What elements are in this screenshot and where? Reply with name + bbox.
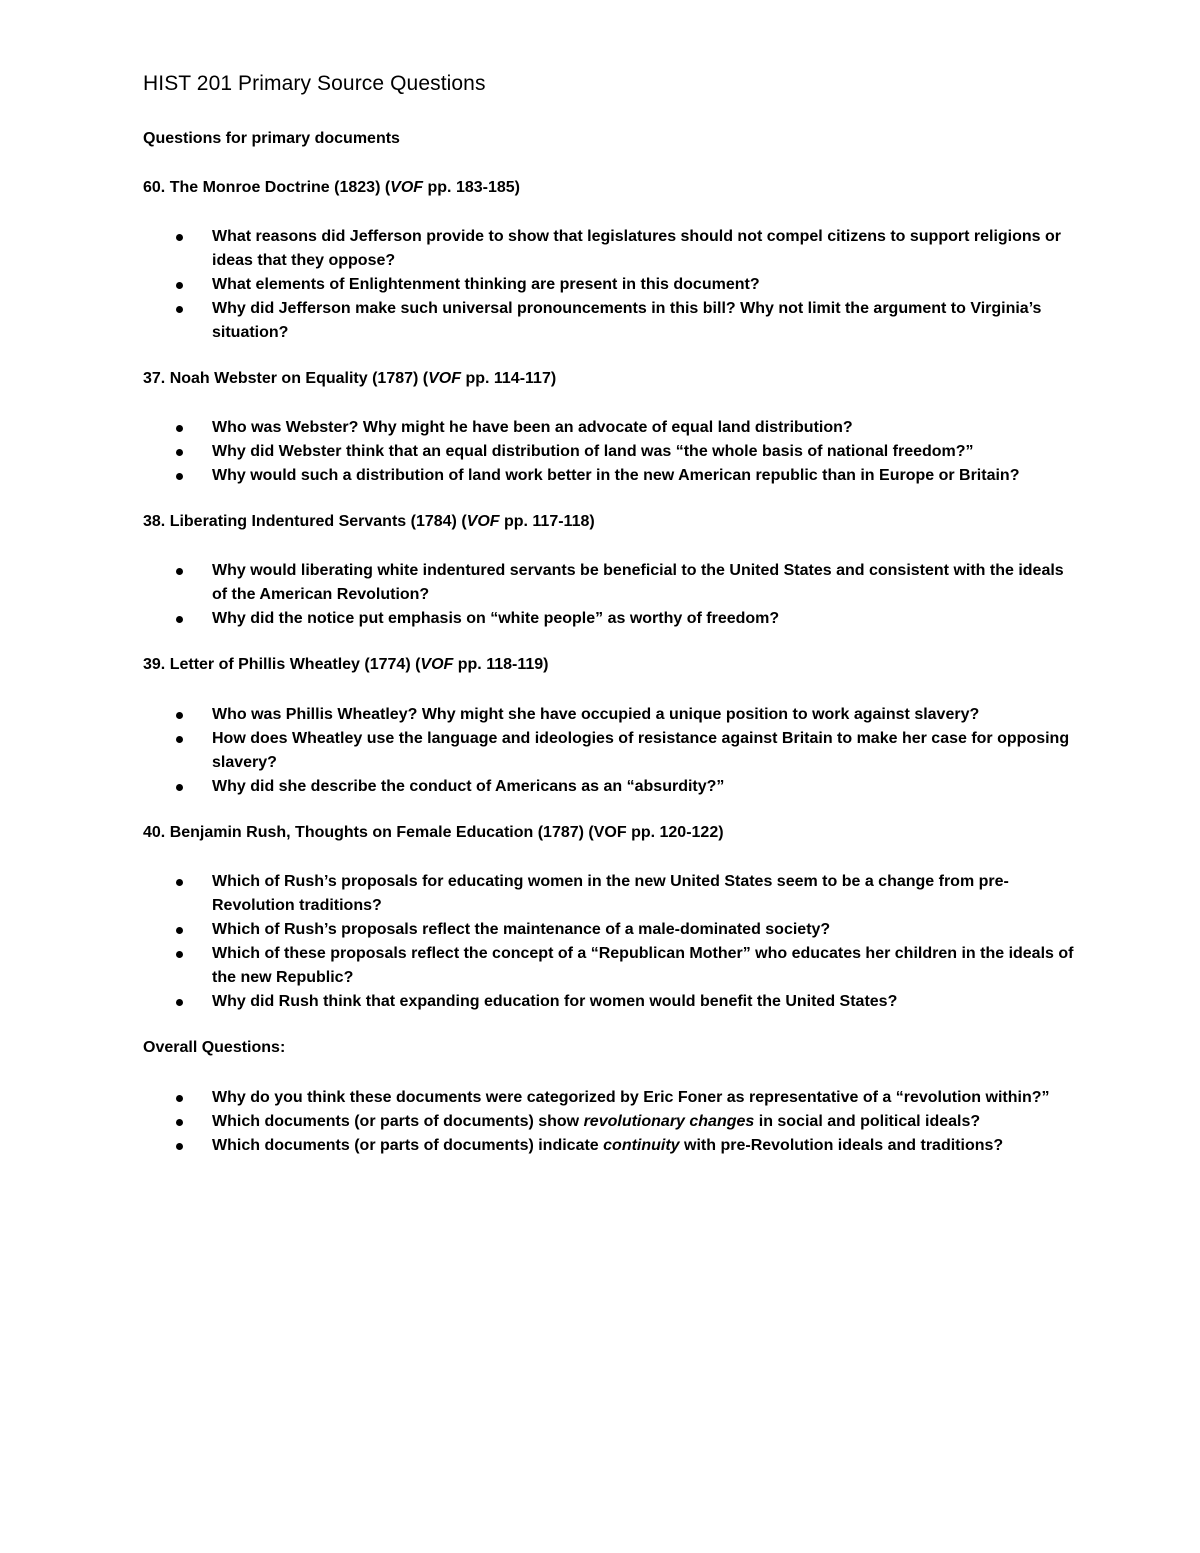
- question-text: Who was Phillis Wheatley? Why might she have occupied a unique position to work against slavery?: [212, 706, 980, 723]
- question-text: Why did she describe the conduct of Americans as an “absurdity?”: [212, 778, 725, 795]
- section-heading-italic: VOF: [466, 513, 500, 530]
- overall-questions-heading: Overall Questions:: [143, 1039, 286, 1056]
- bullet-icon: [176, 616, 183, 623]
- question-list-39: [143, 703, 1083, 799]
- question-text: What elements of Enlightenment thinking are present in this document?: [212, 276, 760, 293]
- bullet-icon: [176, 449, 183, 456]
- question-item: [143, 440, 1083, 464]
- question-item: [143, 416, 1083, 440]
- question-text: Why did the notice put emphasis on “white people” as worthy of freedom?: [212, 610, 780, 627]
- question-text: Why did Rush think that expanding education for women would benefit the United States?: [212, 993, 898, 1010]
- question-item: [143, 870, 1083, 918]
- question-item: [143, 1134, 1083, 1158]
- section-heading-pages: pp. 118-119): [453, 656, 549, 673]
- bullet-icon: [176, 784, 183, 791]
- question-text: Who was Webster? Why might he have been an advocate of equal land distribution?: [212, 419, 853, 436]
- section-heading-text: 39. Letter of Phillis Wheatley (1774) (: [143, 656, 421, 673]
- section-heading-40: [143, 824, 724, 842]
- question-item: [143, 775, 1083, 799]
- question-text: Why do you think these documents were categorized by Eric Foner as representative of a “revolution within?”: [212, 1089, 1050, 1106]
- bullet-icon: [176, 927, 183, 934]
- bullet-icon: [176, 879, 183, 886]
- document-subtitle: Questions for primary documents: [143, 130, 400, 147]
- bullet-icon: [176, 1143, 183, 1150]
- section-heading-text: 37. Noah Webster on Equality (1787) (: [143, 370, 429, 387]
- section-heading-pages: pp. 183-185): [423, 179, 520, 196]
- question-text: Which of Rush’s proposals reflect the maintenance of a male-dominated society?: [212, 921, 831, 938]
- section-heading-39: [143, 656, 548, 674]
- question-list-37: [143, 416, 1083, 488]
- question-text-end: with pre-Revolution ideals and traditions?: [679, 1137, 1004, 1154]
- question-item: [143, 225, 1083, 273]
- question-item: [143, 990, 1083, 1014]
- section-heading-italic: VOF: [390, 179, 424, 196]
- question-list-60: [143, 225, 1083, 345]
- section-heading-pages: pp. 117-118): [499, 513, 595, 530]
- question-item: [143, 559, 1083, 607]
- question-item: [143, 273, 1083, 297]
- section-heading-italic: VOF: [420, 656, 454, 673]
- question-text: Why did Webster think that an equal distribution of land was “the whole basis of national freedom?”: [212, 443, 974, 460]
- question-text: Why did Jefferson make such universal pronouncements in this bill? Why not limit the argument to Virginia’s situation?: [212, 300, 1042, 341]
- section-heading-pages: pp. 114-117): [461, 370, 557, 387]
- question-text: Why would liberating white indentured servants be beneficial to the United States and consistent with the ideals of the American Revolution?: [212, 562, 1064, 603]
- question-text: What reasons did Jefferson provide to show that legislatures should not compel citizens to support religions or ideas that they oppose?: [212, 228, 1061, 269]
- question-list-38: [143, 559, 1083, 631]
- question-emphasis: continuity: [603, 1137, 680, 1154]
- question-item: [143, 1110, 1083, 1134]
- section-heading-text: 60. The Monroe Doctrine (1823) (: [143, 179, 391, 196]
- question-item: [143, 607, 1083, 631]
- question-item: [143, 703, 1083, 727]
- bullet-icon: [176, 736, 183, 743]
- bullet-icon: [176, 568, 183, 575]
- question-item: [143, 1086, 1083, 1110]
- document-title: HIST 201 Primary Source Questions: [143, 72, 486, 95]
- bullet-icon: [176, 234, 183, 241]
- question-text: Which of Rush’s proposals for educating women in the new United States seem to be a change from pre-Revolution traditions?: [212, 873, 1009, 914]
- question-item: [143, 942, 1083, 990]
- question-item: [143, 464, 1083, 488]
- question-item: [143, 297, 1083, 345]
- section-heading-60: [143, 179, 520, 197]
- question-text-end: in social and political ideals?: [754, 1113, 981, 1130]
- question-text: Which documents (or parts of documents) indicate: [212, 1137, 604, 1154]
- bullet-icon: [176, 712, 183, 719]
- question-item: [143, 918, 1083, 942]
- overall-question-list: [143, 1086, 1083, 1158]
- bullet-icon: [176, 425, 183, 432]
- section-heading-37: [143, 370, 556, 388]
- question-text: How does Wheatley use the language and ideologies of resistance against Britain to make her case for opposing slavery?: [212, 730, 1070, 771]
- question-list-40: [143, 870, 1083, 1014]
- bullet-icon: [176, 951, 183, 958]
- bullet-icon: [176, 1095, 183, 1102]
- bullet-icon: [176, 282, 183, 289]
- bullet-icon: [176, 306, 183, 313]
- section-heading-38: [143, 513, 595, 531]
- section-heading-text: 40. Benjamin Rush, Thoughts on Female Education (1787) (VOF pp. 120-122): [143, 824, 724, 841]
- question-item: [143, 727, 1083, 775]
- bullet-icon: [176, 473, 183, 480]
- question-emphasis: revolutionary changes: [583, 1113, 755, 1130]
- bullet-icon: [176, 999, 183, 1006]
- section-heading-italic: VOF: [428, 370, 461, 387]
- question-text: Why would such a distribution of land work better in the new American republic than in Europe or Britain?: [212, 467, 1020, 484]
- section-heading-text: 38. Liberating Indentured Servants (1784) (: [143, 513, 467, 530]
- question-text: Which of these proposals reflect the concept of a “Republican Mother” who educates her children in the ideals of the new Republic?: [212, 945, 1074, 986]
- bullet-icon: [176, 1119, 183, 1126]
- question-text: Which documents (or parts of documents) show: [212, 1113, 584, 1130]
